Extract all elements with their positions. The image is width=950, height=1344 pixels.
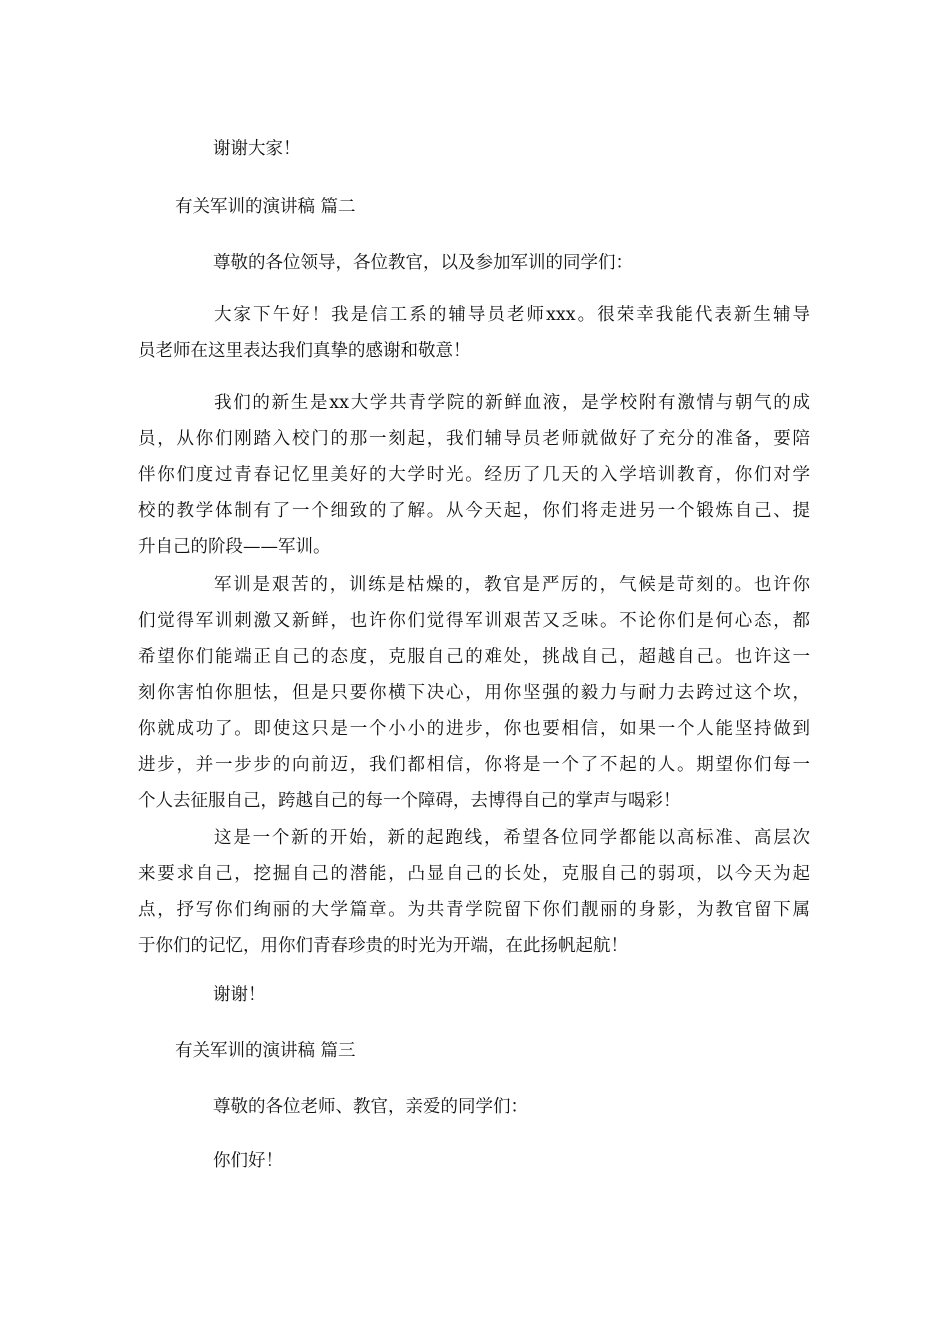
text-line: 员老师在这里表达我们真挚的感谢和敬意！: [138, 341, 471, 361]
text-line: 员，从你们刚踏入校门的那一刻起，我们辅导员老师就做好了充分的准备，要陪: [138, 429, 810, 449]
paragraph-new-students: [138, 385, 810, 565]
section-heading-part-two: 有关军训的演讲稿 篇二: [175, 197, 356, 217]
text-line: 校的教学体制有了一个细致的了解。从今天起，你们将走进另一个锻炼自己、提: [138, 501, 810, 521]
paragraph-new-beginning: [138, 820, 810, 964]
paragraph-greeting-intro: [138, 297, 810, 369]
salutation-part-two: 尊敬的各位领导，各位教官，以及参加军训的同学们：: [213, 253, 633, 273]
text-line: 伴你们度过青春记忆里美好的大学时光。经历了几天的入学培训教育，你们对学: [138, 465, 810, 485]
text-line: 点，抒写你们绚丽的大学篇章。为共青学院留下你们靓丽的身影，为教官留下属: [138, 900, 810, 920]
text-line: 升自己的阶段——军训。: [138, 537, 331, 557]
text-line: 于你们的记忆，用你们青春珍贵的时光为开端，在此扬帆起航！: [138, 936, 628, 956]
closing-thanks-everyone: 谢谢大家！: [213, 139, 301, 159]
text-line: 进步，并一步步的向前迈，我们都相信，你将是一个了不起的人。期望你们每一: [138, 755, 810, 775]
text-line: 这是一个新的开始，新的起跑线，希望各位同学都能以高标准、高层次: [214, 828, 810, 848]
greeting-part-three: 你们好！: [213, 1151, 283, 1171]
text-line: 你就成功了。即使这只是一个小小的进步，你也要相信，如果一个人能坚持做到: [138, 719, 810, 739]
salutation-part-three: 尊敬的各位老师、教官，亲爱的同学们：: [213, 1097, 528, 1117]
paragraph-training-hardship: [138, 567, 810, 819]
text-line: 军训是艰苦的，训练是枯燥的，教官是严厉的，气候是苛刻的。也许你: [214, 575, 810, 595]
section-heading-part-three: 有关军训的演讲稿 篇三: [175, 1041, 356, 1061]
text-line: 来要求自己，挖掘自己的潜能，凸显自己的长处，克服自己的弱项，以今天为起: [138, 864, 810, 884]
text-line: 刻你害怕你胆怯，但是只要你横下决心，用你坚强的毅力与耐力去跨过这个坎，: [138, 683, 810, 703]
text-line: 大家下午好！我是信工系的辅导员老师xxx。很荣幸我能代表新生辅导: [214, 305, 810, 325]
closing-thanks: 谢谢！: [213, 985, 266, 1005]
text-line: 们觉得军训刺激又新鲜，也许你们觉得军训艰苦又乏味。不论你们是何心态，都: [138, 611, 810, 631]
text-line: 个人去征服自己，跨越自己的每一个障碍，去博得自己的掌声与喝彩！: [138, 791, 681, 811]
text-line: 希望你们能端正自己的态度，克服自己的难处，挑战自己，超越自己。也许这一: [138, 647, 810, 667]
text-line: 我们的新生是xx大学共青学院的新鲜血液，是学校附有激情与朝气的成: [214, 393, 810, 413]
